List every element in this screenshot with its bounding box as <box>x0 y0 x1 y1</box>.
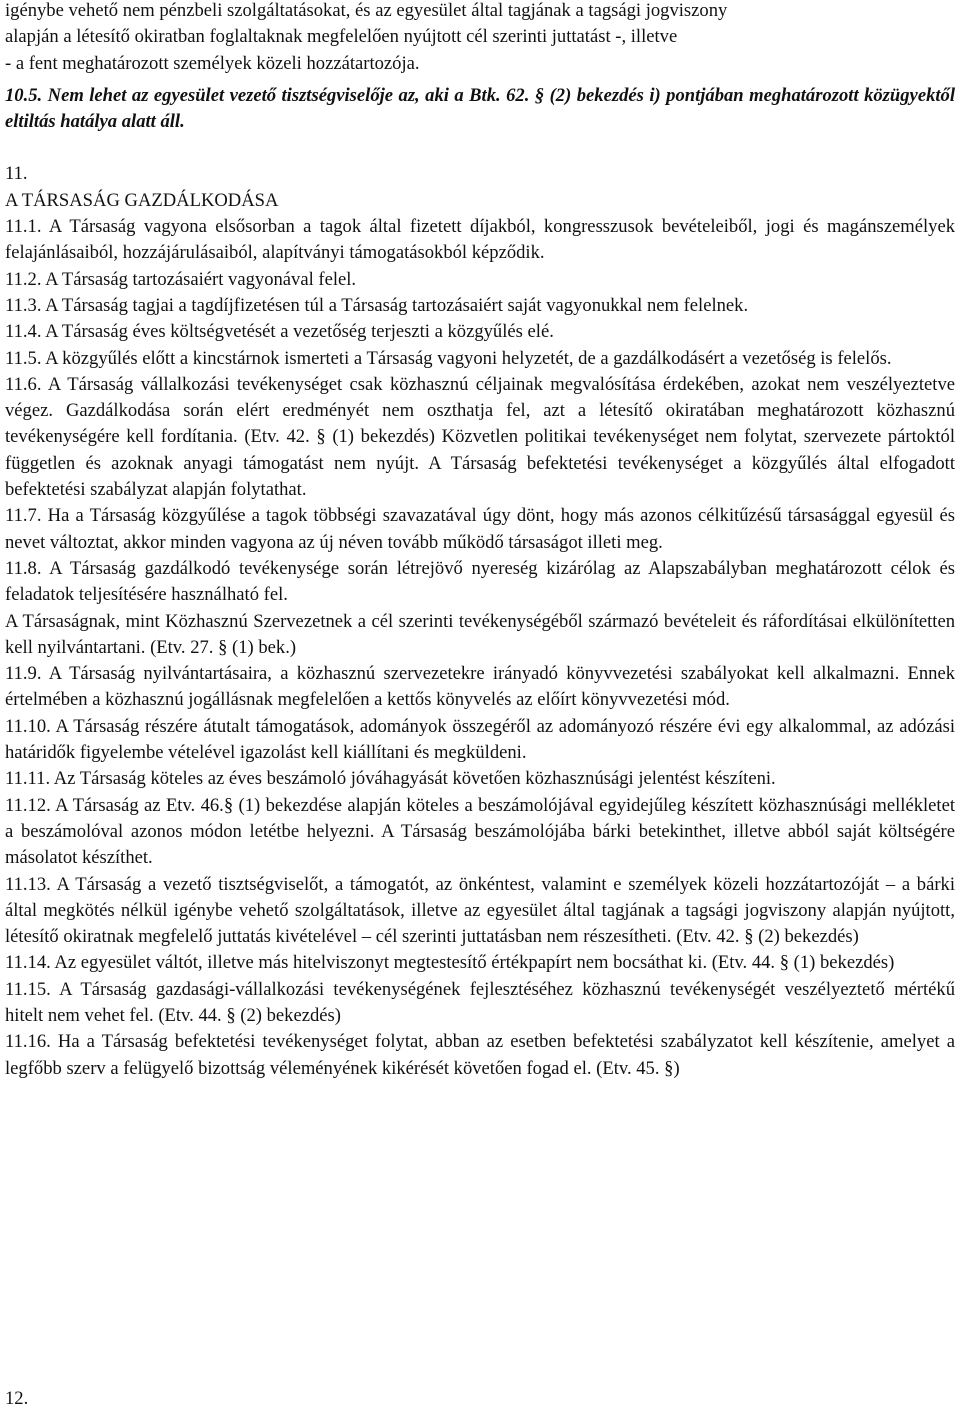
section-11-body <box>5 214 955 1082</box>
section-11-paragraph: 11.16. Ha a Társaság befektetési tevékenységet folytat, abban az esetben befektetési szabályzatot kell készítenie, amelyet a legfőbb szerv a felügyelő bizottság véleményének kikérését követően fogad el. (Etv. 45. §) <box>5 1031 955 1079</box>
intro-line-3: - a fent meghatározott személyek közeli hozzátartozója. <box>5 52 420 74</box>
section-11-number: 11. <box>5 163 28 185</box>
section-11-paragraph: 11.1. A Társaság vagyona elsősorban a tagok által fizetett díjakból, kongresszusok bevételeiből, jogi és magánszemélyek felajánlásaiból, hozzájárulásaiból, alapítványi támogatásokból képződik. <box>5 216 955 264</box>
section-11-paragraph: 11.9. A Társaság nyilvántartásaira, a közhasznú szervezetekre irányadó könyvvezetési szabályokat kell alkalmazni. Ennek értelmében a közhasznú jogállásnak megfelelően a kettős könyvelés az előírt könyvvezetési mód. <box>5 663 955 711</box>
section-11-paragraph: 11.13. A Társaság a vezető tisztségviselőt, a támogatót, az önkéntest, valamint e személyek közeli hozzátartozóját – a bárki által megkötés nélkül igénybe vehető szolgáltatások, illetve az egyesület által tagjának a tagsági jogviszony alapján nyújtott, létesítő okiratnak megfelelő juttatás kivételével – cél szerinti juttatásban nem részesítheti. (Etv. 42. § (2) bekezdés) <box>5 873 955 948</box>
intro-line-1: igénybe vehető nem pénzbeli szolgáltatásokat, és az egyesület által tagjának a tagsági jogviszony <box>5 0 728 21</box>
spacer <box>5 135 955 161</box>
paragraph-10-5: 10.5. Nem lehet az egyesület vezető tisztségviselője az, aki a Btk. 62. § (2) bekezdés i) pontjában meghatározott közügyektől eltiltás hatálya alatt áll. <box>5 84 955 133</box>
section-11-paragraph: 11.3. A Társaság tagjai a tagdíjfizetésen túl a Társaság tartozásaiért saját vagyonukkal nem felelnek. <box>5 294 749 316</box>
section-11-paragraph: 11.14. Az egyesület váltót, illetve más hitelviszonyt megtestesítő értékpapírt nem bocsáthat ki. (Etv. 44. § (1) bekezdés) <box>5 952 895 974</box>
section-11-paragraph: 11.12. A Társaság az Etv. 46.§ (1) bekezdése alapján köteles a beszámolójával egyidejűleg készített közhasznúsági mellékletet a beszámolóval azonos módon letétbe helyezni. A Társaság beszámolójába bárki betekinthet, illetve abból saját költségére másolatot készíthet. <box>5 794 955 869</box>
section-11-paragraph: 11.6. A Társaság vállalkozási tevékenységet csak közhasznú céljainak megvalósítása érdekében, azokat nem veszélyeztetve végez. Gazdálkodása során elért eredményét nem oszthatja fel, azt a létesítő okiratában meghatározott közhasznú tevékenységére kell fordítania. (Etv. 42. § (1) bekezdés) Közvetlen politikai tevékenységet nem folytat, szervezete pártoktól független és azoknak anyagi támogatást nem nyújt. A Társaság befektetési tevékenységet a közgyűlés által elfogadott befektetési szabályzat alapján folytathat. <box>5 373 955 501</box>
section-11-paragraph: 11.5. A közgyűlés előtt a kincstárnok ismerteti a Társaság vagyoni helyzetét, de a gazdálkodásért a vezetőség is felelős. <box>5 347 892 369</box>
section-11-paragraph: 11.11. Az Társaság köteles az éves beszámoló jóváhagyását követően közhasznúsági jelentést készíteni. <box>5 768 776 790</box>
section-11-paragraph: 11.10. A Társaság részére átutalt támogatások, adományok összegéről az adományozó részére évi egy alkalommal, az adózási határidők figyelembe vételével igazolást kell kiállítani és megküldeni. <box>5 715 955 764</box>
section-11-title: A TÁRSASÁG GAZDÁLKODÁSA <box>5 189 279 211</box>
section-11-paragraph: 11.7. Ha a Társaság közgyűlése a tagok többségi szavazatával úgy dönt, hogy más azonos célkitűzésű társasággal egyesül és nevet változtat, akkor minden vagyona az új néven tovább működő társaságot illeti meg. <box>5 505 955 553</box>
section-11-paragraph: 11.15. A Társaság gazdasági-vállalkozási tevékenységének fejlesztéséhez közhasznú tevékenységét veszélyeztető mértékű hitelt nem vehet fel. (Etv. 44. § (2) bekezdés) <box>5 978 955 1026</box>
section-11-paragraph: 11.8. A Társaság gazdálkodó tevékenysége során létrejövő nyereség kizárólag az Alapszabályban meghatározott célok és feladatok teljesítésére használható fel. <box>5 557 955 606</box>
section-12-number: 12. <box>5 1388 29 1409</box>
section-11-paragraph: 11.4. A Társaság éves költségvetését a vezetőség terjeszti a közgyűlés elé. <box>5 321 554 343</box>
section-11-paragraph: 11.2. A Társaság tartozásaiért vagyonával felel. <box>5 268 357 290</box>
section-11-paragraph: A Társaságnak, mint Közhasznú Szervezetnek a cél szerinti tevékenységéből származó bevételeit és ráfordításai elkülönítetten kell nyilvántartani. (Etv. 27. § (1) bek.) <box>5 610 955 658</box>
intro-line-2: alapján a létesítő okiratban foglaltaknak megfelelően nyújtott cél szerinti juttatást -, illetve <box>5 26 678 48</box>
